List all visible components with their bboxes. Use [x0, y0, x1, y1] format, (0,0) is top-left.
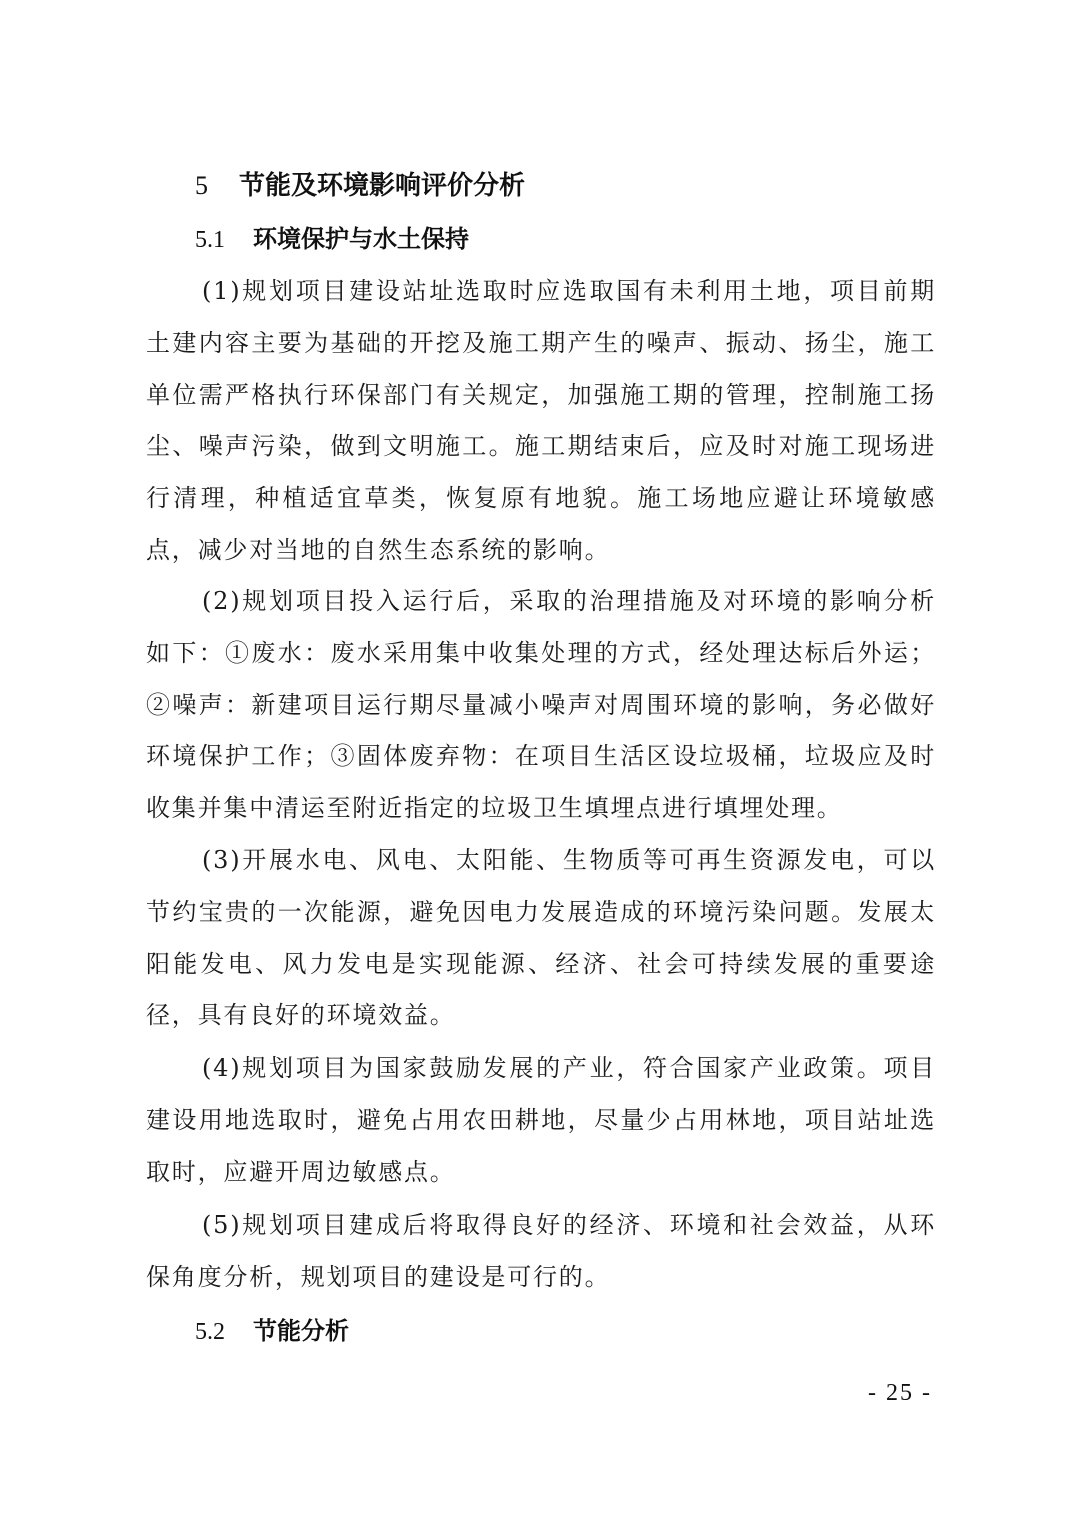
paragraph-5: (5)规划项目建成后将取得良好的经济、环境和社会效益，从环保角度分析，规划项目的建设是可行的。: [146, 1211, 936, 1291]
page-number: - 25 -: [868, 1380, 932, 1406]
chapter-title: 节能及环境影响评价分析: [239, 171, 526, 201]
section-number: 5.2: [195, 1319, 225, 1345]
section-title: 节能分析: [253, 1317, 349, 1345]
section-heading-5-1: [195, 220, 469, 259]
section-heading-5-2: [195, 1312, 349, 1351]
section-number: 5.1: [195, 227, 225, 253]
paragraph-2: (2)规划项目投入运行后，采取的治理措施及对环境的影响分析如下：①废水：废水采用集中收集处理的方式，经处理达标后外运；②噪声：新建项目运行期尽量减小噪声对周围环境的影响，务必做好环境保护工作；③固体废弃物：在项目生活区设垃圾桶，垃圾应及时收集并集中清运至附近指定的垃圾卫生填埋点进行填埋处理。: [146, 587, 936, 823]
chapter-heading: [195, 166, 525, 206]
chapter-number: 5: [195, 171, 208, 200]
section-title: 环境保护与水土保持: [253, 225, 469, 253]
paragraph-3: (3)开展水电、风电、太阳能、生物质等可再生资源发电，可以节约宝贵的一次能源，避免因电力发展造成的环境污染问题。发展太阳能发电、风力发电是实现能源、经济、社会可持续发展的重要途径，具有良好的环境效益。: [146, 846, 936, 1030]
paragraph-1: (1)规划项目建设站址选取时应选取国有未利用土地，项目前期土建内容主要为基础的开挖及施工期产生的噪声、振动、扬尘，施工单位需严格执行环保部门有关规定，加强施工期的管理，控制施工扬尘、噪声污染，做到文明施工。施工期结束后，应及时对施工现场进行清理，种植适宜草类，恢复原有地貌。施工场地应避让环境敏感点，减少对当地的自然生态系统的影响。: [146, 277, 936, 564]
paragraph-4: (4)规划项目为国家鼓励发展的产业，符合国家产业政策。项目建设用地选取时，避免占用农田耕地，尽量少占用林地，项目站址选取时，应避开周边敏感点。: [146, 1054, 936, 1186]
